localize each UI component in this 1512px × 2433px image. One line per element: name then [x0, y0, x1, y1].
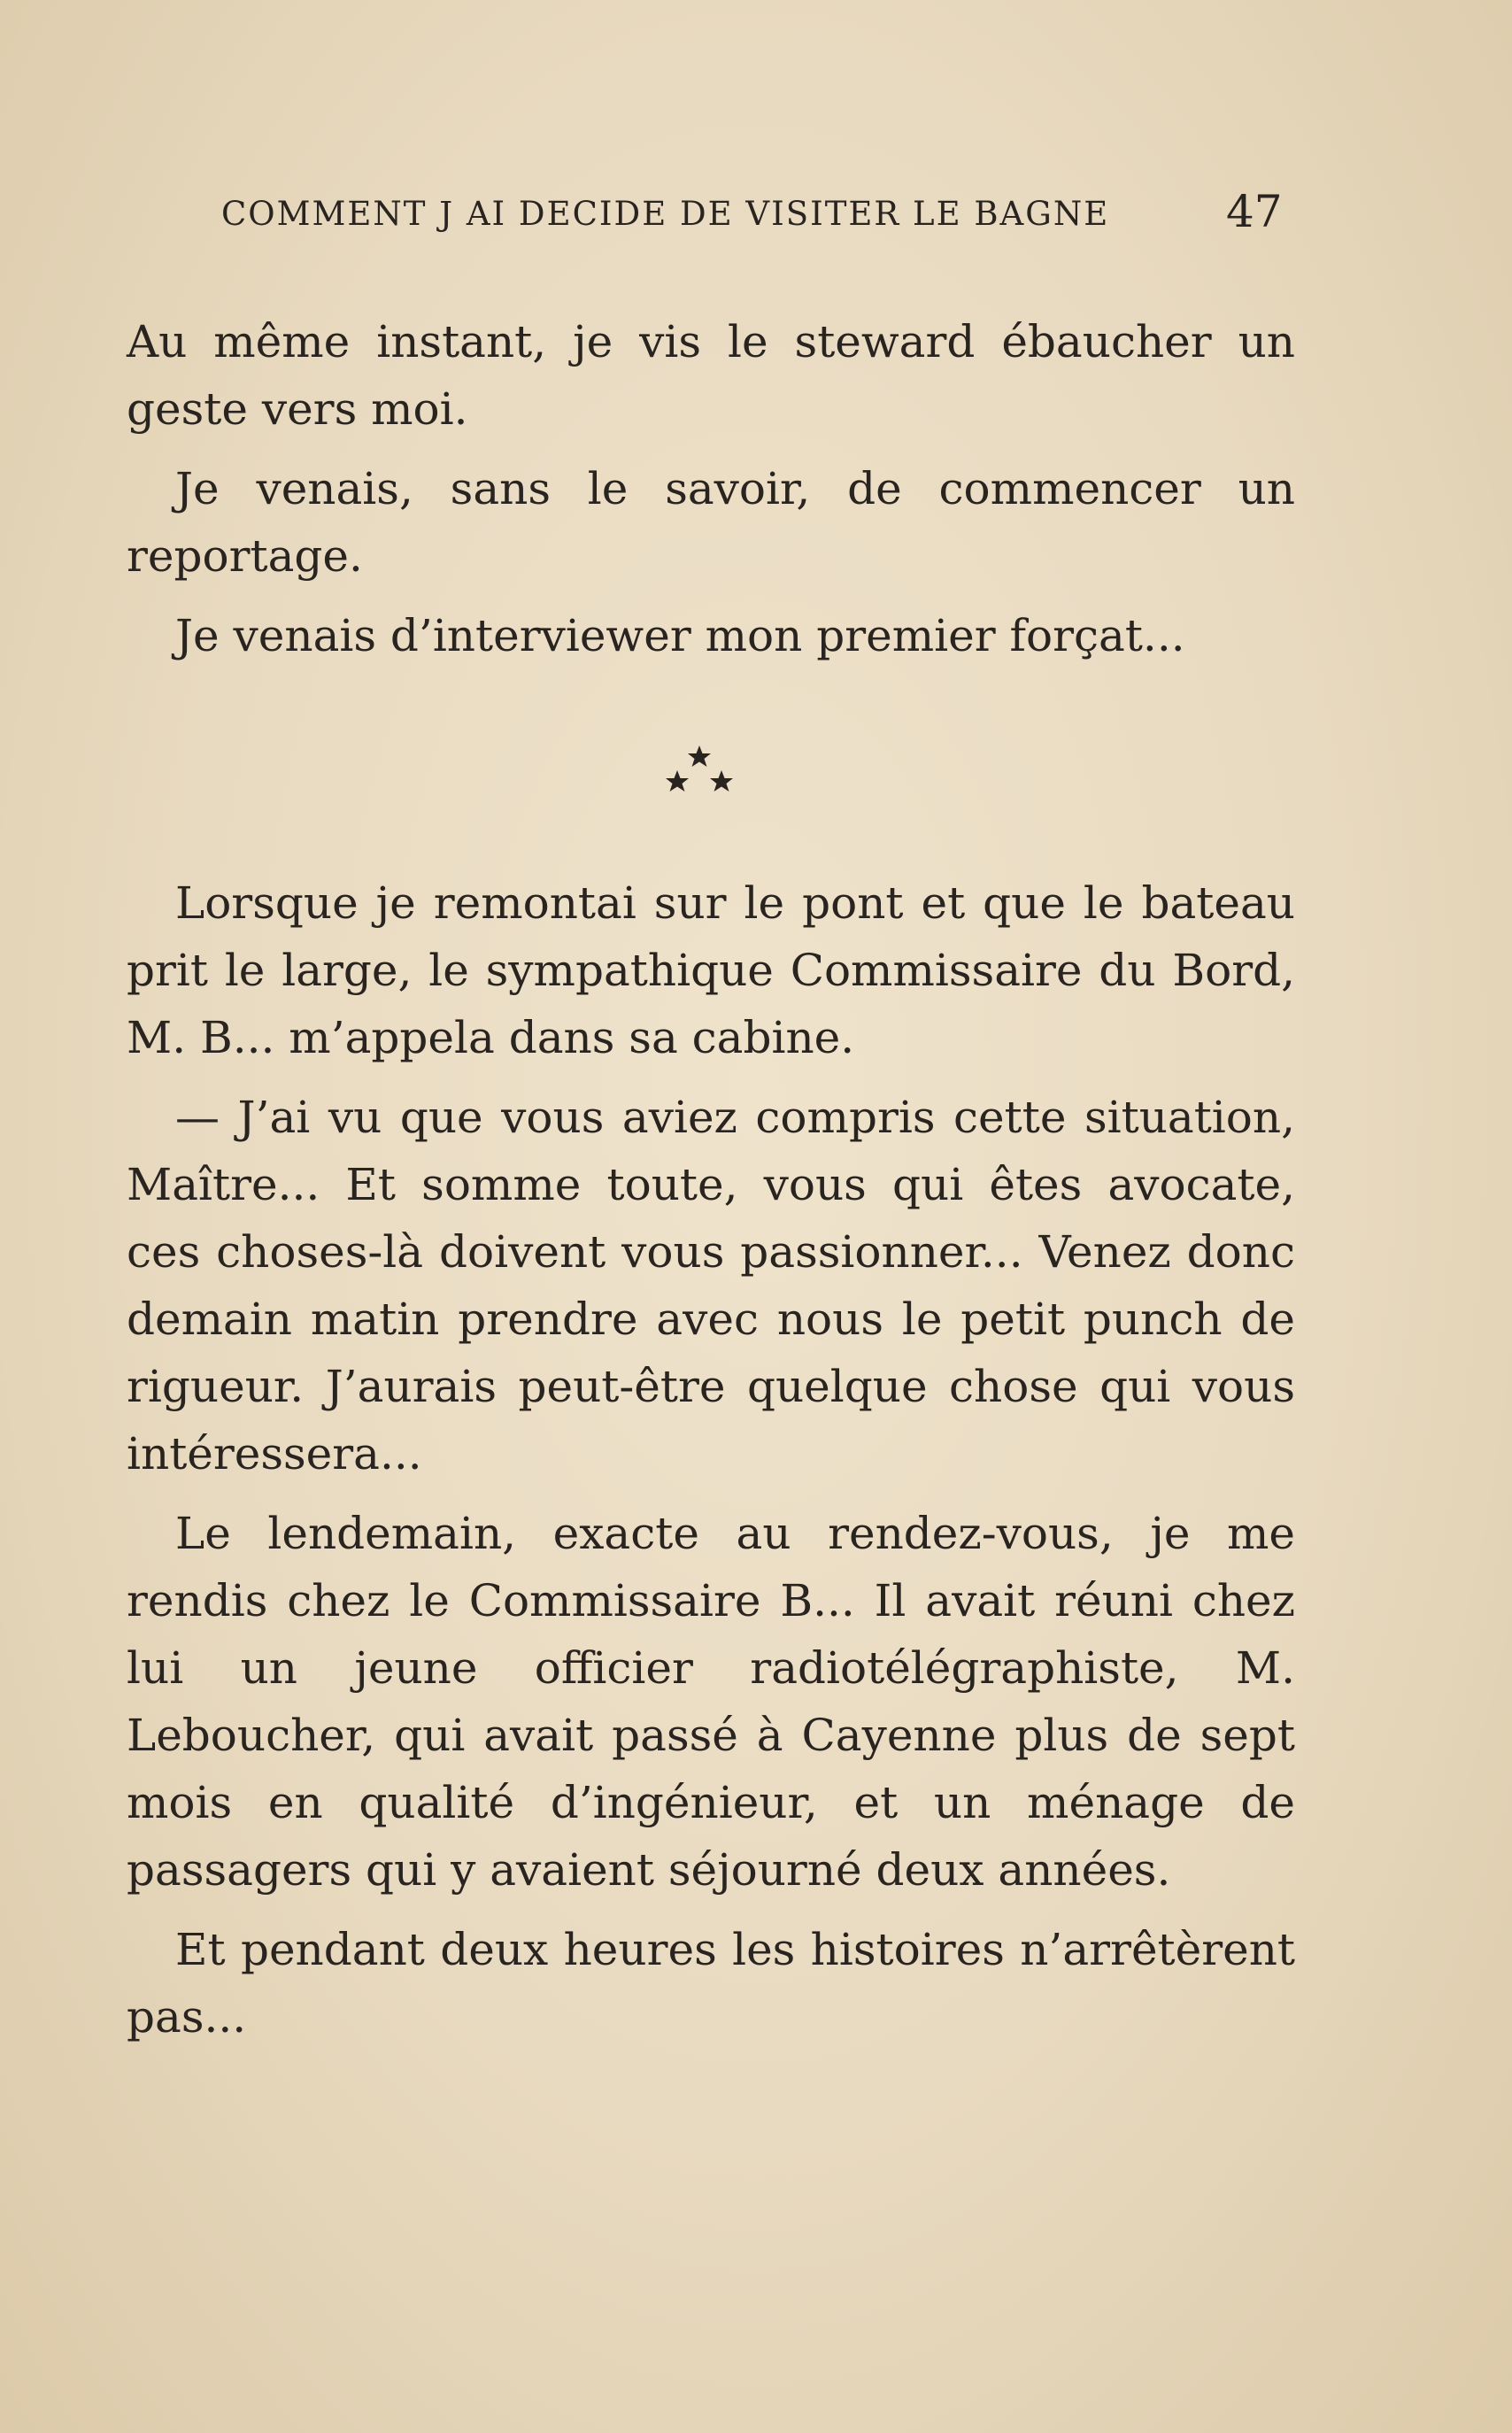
star-icon [688, 745, 711, 767]
paragraph: — J’ai vu que vous aviez compris cette situation, Maître... Et somme toute, vous qui êtes avocate, ces choses-là doivent vous passionner... Venez donc demain matin prendre avec nous le petit punch de rigueur. J’aurais peut-être quelque chose qui vous intéressera... [127, 1092, 1295, 1479]
running-title: COMMENT J AI DECIDE DE VISITER LE BAGNE [221, 195, 1110, 233]
page-number: 47 [1226, 186, 1283, 237]
star-icon [710, 770, 733, 792]
text-block-top [127, 308, 1295, 669]
paragraph: Je venais d’interviewer mon premier forçat... [175, 610, 1185, 661]
running-head [221, 186, 1284, 239]
paragraph: Au même instant, je vis le steward ébaucher un geste vers moi. [127, 316, 1295, 435]
paragraph: Et pendant deux heures les histoires n’arrêtèrent pas... [127, 1924, 1295, 2043]
asterism-separator [660, 744, 739, 797]
paragraph: Le lendemain, exacte au rendez-vous, je me rendis chez le Commissaire B... Il avait réuni chez lui un jeune officier radiotélégraphiste, M. Leboucher, qui avait passé à Cayenne plus de sept mois en qualité d’ingénieur, et un ménage de passagers qui y avaient séjourné deux années. [127, 1508, 1295, 1896]
text-block-bottom [127, 869, 1295, 2051]
paragraph: Lorsque je remontai sur le pont et que le bateau prit le large, le sympathique Commissaire du Bord, M. B... m’appela dans sa cabine. [127, 877, 1295, 1063]
paragraph: Je venais, sans le savoir, de commencer un reportage. [127, 463, 1295, 582]
star-icon [666, 770, 689, 792]
